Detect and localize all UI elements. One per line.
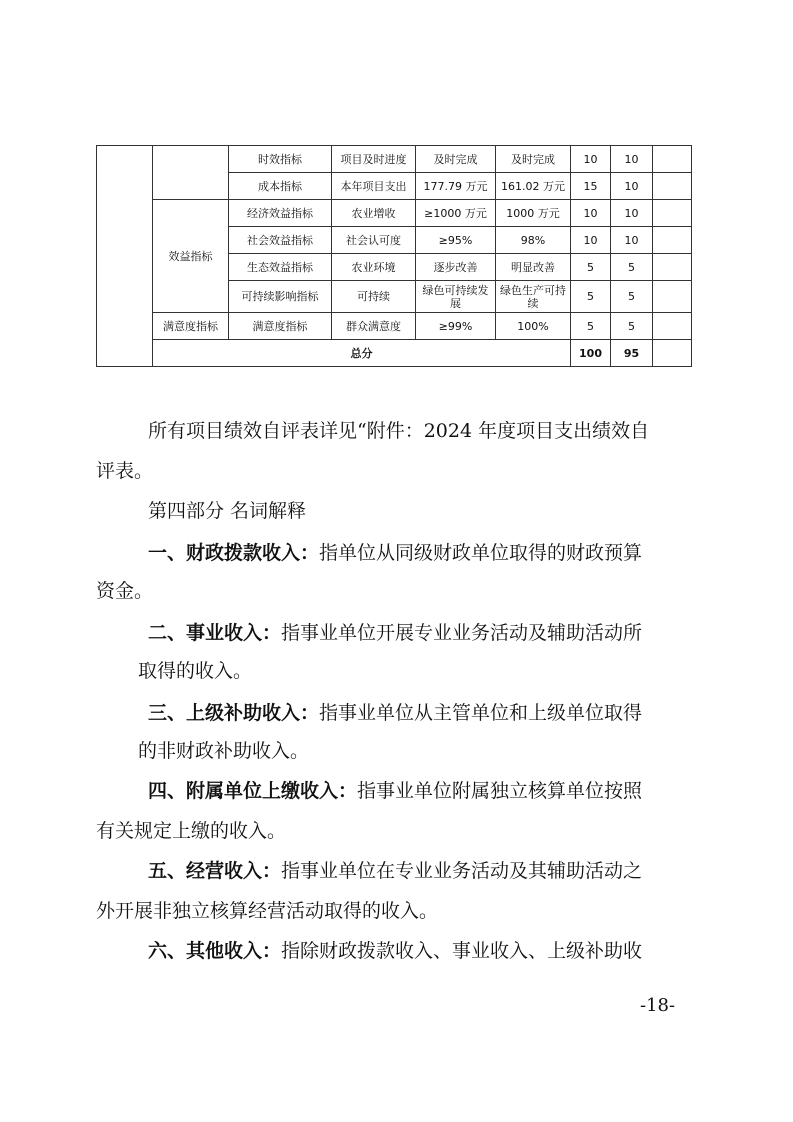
definition-line bbox=[148, 778, 642, 804]
table-cell: 1000 万元 bbox=[496, 200, 571, 227]
table-cell: 及时完成 bbox=[416, 146, 496, 173]
table-cell-category: 效益指标 bbox=[153, 200, 229, 313]
definition-term: 三、上级补助收入： bbox=[148, 702, 320, 724]
table-cell: 10 bbox=[611, 173, 653, 200]
definition-continuation: 有关规定上缴的收入。 bbox=[96, 820, 287, 842]
table-cell-empty bbox=[653, 254, 692, 281]
table-cell: 经济效益指标 bbox=[229, 200, 332, 227]
table-cell-empty bbox=[653, 281, 692, 313]
table-cell: 100% bbox=[496, 313, 571, 340]
definition-term: 四、附属单位上缴收入： bbox=[148, 780, 358, 802]
definition-continuation: 外开展非独立核算经营活动取得的收入。 bbox=[96, 900, 439, 922]
definition-text: 指事业单位附属独立核算单位按照 bbox=[357, 780, 643, 802]
table-cell: 满意度指标 bbox=[229, 313, 332, 340]
table-cell: 5 bbox=[571, 313, 611, 340]
table-cell: 161.02 万元 bbox=[496, 173, 571, 200]
definition-continuation: 取得的收入。 bbox=[138, 660, 253, 682]
definition-line bbox=[148, 938, 642, 964]
definition-term: 六、其他收入： bbox=[148, 940, 282, 962]
total-score: 95 bbox=[611, 340, 653, 367]
table-row bbox=[97, 313, 692, 340]
table-cell: 5 bbox=[571, 254, 611, 281]
definition-line bbox=[148, 540, 642, 566]
table-cell: 农业增收 bbox=[332, 200, 416, 227]
definition-term: 一、财政拨款收入： bbox=[148, 542, 320, 564]
table-cell-empty bbox=[653, 227, 692, 254]
table-cell: 农业环境 bbox=[332, 254, 416, 281]
table-cell: 社会认可度 bbox=[332, 227, 416, 254]
definition-text: 指事业单位开展专业业务活动及辅助活动所 bbox=[281, 622, 643, 644]
definition-continuation: 资金。 bbox=[96, 580, 154, 602]
table-cell: 绿色生产可持续 bbox=[496, 281, 571, 313]
table-cell: 及时完成 bbox=[496, 146, 571, 173]
table-cell: 5 bbox=[571, 281, 611, 313]
table-cell-empty bbox=[653, 313, 692, 340]
definition-continuation: 的非财政补助收入。 bbox=[138, 740, 310, 762]
table-cell: 绿色可持续发展 bbox=[416, 281, 496, 313]
table-cell: 10 bbox=[571, 200, 611, 227]
table-cell-empty bbox=[653, 200, 692, 227]
definition-text: 指单位从同级财政单位取得的财政预算 bbox=[319, 542, 643, 564]
reference-paragraph-line2: 评表。 bbox=[96, 460, 154, 482]
table-cell-empty bbox=[653, 173, 692, 200]
table-cell: 98% bbox=[496, 227, 571, 254]
reference-paragraph-line1: 所有项目绩效自评表详见“附件：2024 年度项目支出绩效自 bbox=[148, 420, 650, 442]
table-cell: 可持续影响指标 bbox=[229, 281, 332, 313]
table-cell-empty bbox=[153, 146, 229, 200]
definition-line bbox=[148, 620, 642, 646]
table-cell: 社会效益指标 bbox=[229, 227, 332, 254]
table-cell: 时效指标 bbox=[229, 146, 332, 173]
table-cell: 5 bbox=[611, 281, 653, 313]
table-cell: 10 bbox=[611, 146, 653, 173]
table-cell: 177.79 万元 bbox=[416, 173, 496, 200]
definition-term: 二、事业收入： bbox=[148, 622, 282, 644]
definition-line bbox=[148, 858, 642, 884]
table-cell-empty bbox=[653, 146, 692, 173]
table-cell: ≥95% bbox=[416, 227, 496, 254]
table-cell: 逐步改善 bbox=[416, 254, 496, 281]
table-cell: 10 bbox=[611, 227, 653, 254]
performance-table bbox=[96, 145, 692, 367]
total-label: 总分 bbox=[153, 340, 571, 367]
table-cell: ≥1000 万元 bbox=[416, 200, 496, 227]
definition-text: 指事业单位从主管单位和上级单位取得 bbox=[319, 702, 643, 724]
table-cell-category: 满意度指标 bbox=[153, 313, 229, 340]
table-cell: ≥99% bbox=[416, 313, 496, 340]
table-cell: 10 bbox=[571, 146, 611, 173]
table-cell: 成本指标 bbox=[229, 173, 332, 200]
table-cell: 10 bbox=[611, 200, 653, 227]
table-cell: 5 bbox=[611, 313, 653, 340]
definition-text: 指除财政拨款收入、事业收入、上级补助收 bbox=[281, 940, 643, 962]
table-total-row bbox=[97, 340, 692, 367]
definition-line bbox=[148, 700, 642, 726]
table-cell: 15 bbox=[571, 173, 611, 200]
table-cell: 本年项目支出 bbox=[332, 173, 416, 200]
table-cell-empty bbox=[653, 340, 692, 367]
table-cell: 可持续 bbox=[332, 281, 416, 313]
table-row bbox=[97, 146, 692, 173]
table-cell: 项目及时进度 bbox=[332, 146, 416, 173]
definition-term: 五、经营收入： bbox=[148, 860, 282, 882]
table-cell-empty bbox=[97, 146, 153, 367]
section-title: 第四部分 名词解释 bbox=[148, 500, 307, 522]
definition-text: 指事业单位在专业业务活动及其辅助活动之 bbox=[281, 860, 643, 882]
table-cell: 10 bbox=[571, 227, 611, 254]
table-cell: 5 bbox=[611, 254, 653, 281]
total-weight: 100 bbox=[571, 340, 611, 367]
page-number: -18- bbox=[640, 995, 676, 1016]
table-cell: 群众满意度 bbox=[332, 313, 416, 340]
table-cell: 生态效益指标 bbox=[229, 254, 332, 281]
table-row bbox=[97, 200, 692, 227]
table-cell: 明显改善 bbox=[496, 254, 571, 281]
